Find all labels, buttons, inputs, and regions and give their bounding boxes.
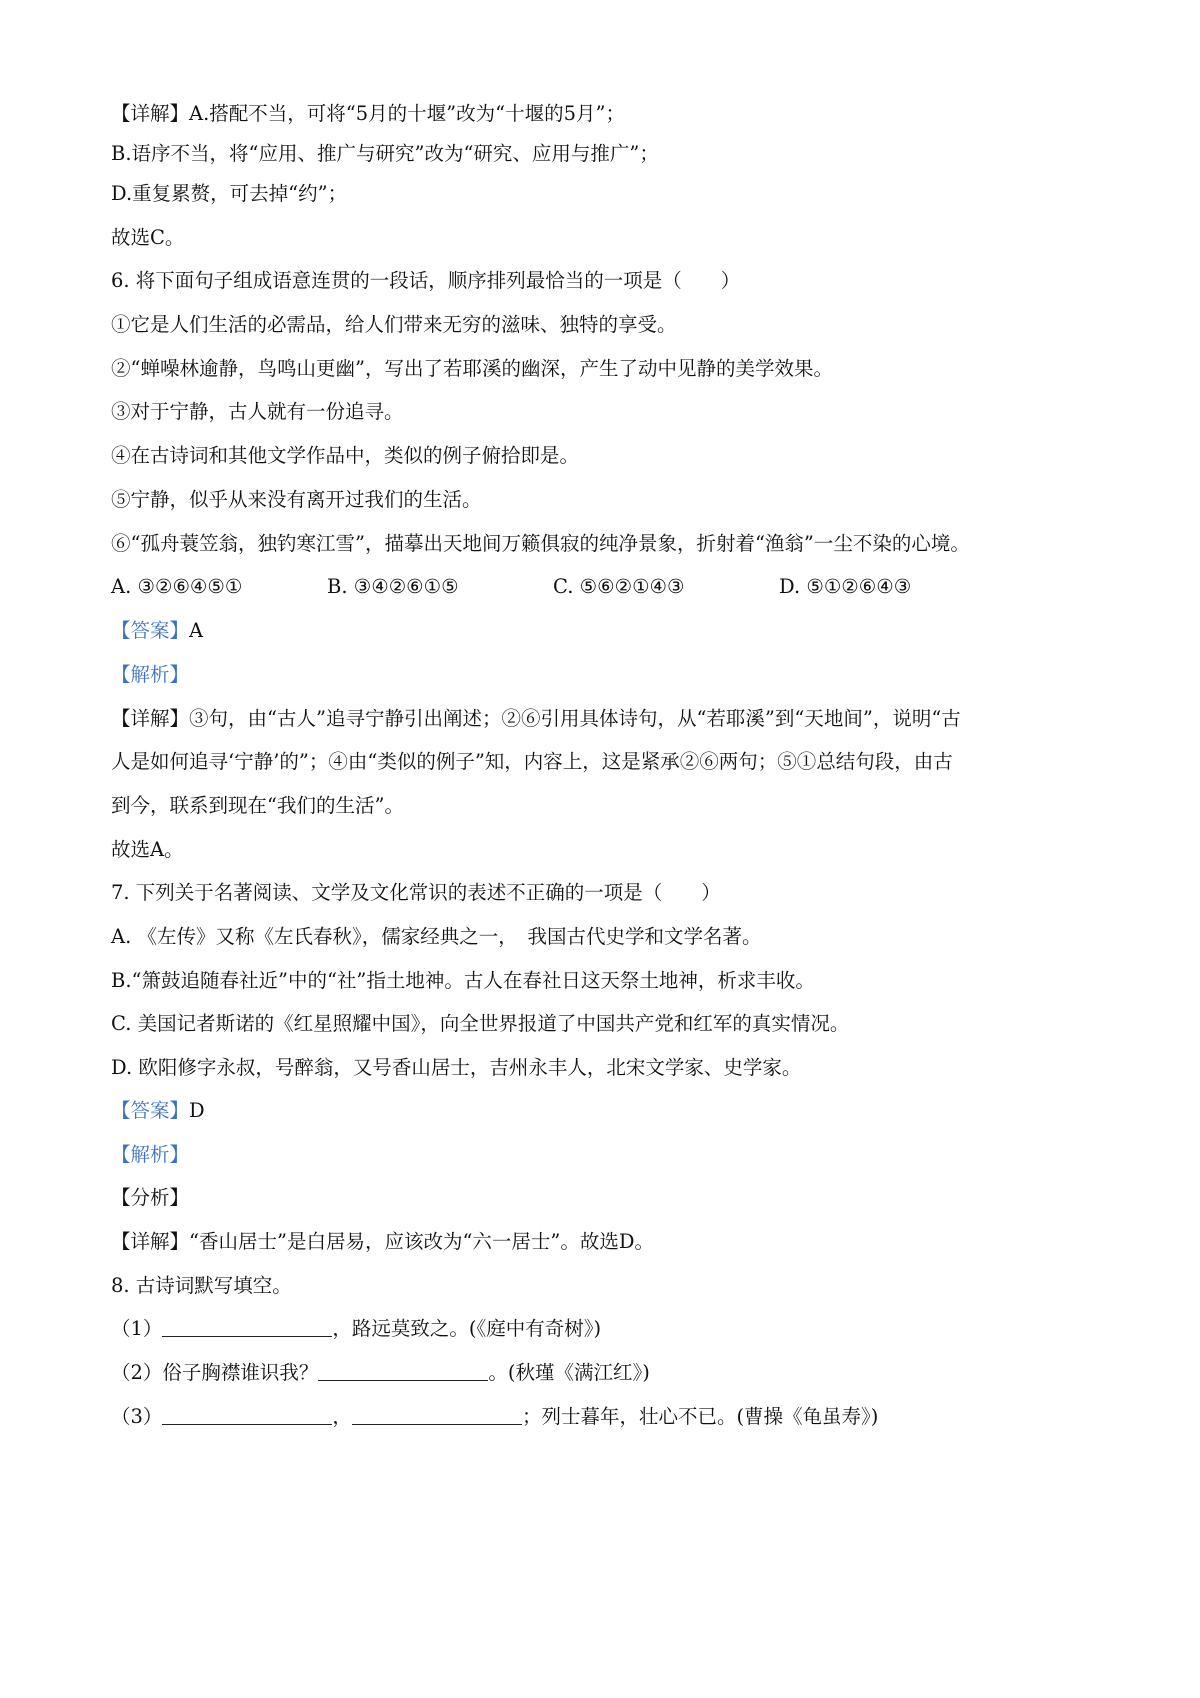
q6-sentence-1: ①它是人们生活的必需品，给人们带来无穷的滋味、独特的享受。 xyxy=(111,313,677,336)
q8-line-1-text: ，路远莫致之。(《庭中有奇树》) xyxy=(332,1317,602,1340)
q7-detail: 【详解】“香山居士”是白居易，应该改为“六一居士”。故选D。 xyxy=(111,1230,655,1253)
q7-fenxi-tag: 【分析】 xyxy=(111,1186,190,1209)
q8-stem: 8. 古诗词默写填空。 xyxy=(111,1274,292,1297)
q5-detail-b: B.语序不当，将“应用、推广与研究”改为“研究、应用与推广”； xyxy=(111,142,659,165)
q6-option-b: B. ③④②⑥①⑤ xyxy=(327,575,459,598)
q6-sentence-5: ⑤宁静，似乎从来没有离开过我们的生活。 xyxy=(111,488,482,511)
fill-blank[interactable] xyxy=(318,1360,488,1381)
q7-option-d: D. 欧阳修字永叔，号醉翁，又号香山居士，吉州永丰人，北宋文学家、史学家。 xyxy=(111,1056,802,1079)
q6-detail-line-1: 【详解】③句，由“古人”追寻宁静引出阐述；②⑥引用具体诗句，从“若耶溪”到“天地间”，说明“古 xyxy=(111,707,961,730)
q6-answer xyxy=(111,617,203,645)
answer-value: A xyxy=(189,619,204,642)
q8-line-3-comma: ， xyxy=(332,1405,352,1428)
fill-blank[interactable] xyxy=(162,1316,332,1337)
q7-analysis-tag: 【解析】 xyxy=(111,1143,190,1166)
fill-blank[interactable] xyxy=(162,1404,332,1425)
q7-stem: 7. 下列关于名著阅读、文学及文化常识的表述不正确的一项是（ ） xyxy=(111,881,721,904)
answer-value: D xyxy=(189,1099,205,1122)
q6-sentence-2: ②“蝉噪林逾静，鸟鸣山更幽”，写出了若耶溪的幽深，产生了动中见静的美学效果。 xyxy=(111,357,833,380)
q6-detail-line-2: 人是如何追寻‘宁静’的”；④由“类似的例子”知，内容上，这是紧承②⑥两句；⑤①总结句段，由古 xyxy=(111,750,953,773)
q8-line-3-number: （3） xyxy=(111,1405,163,1428)
q8-line-1-number: （1） xyxy=(111,1317,163,1340)
q8-line-1 xyxy=(111,1315,601,1343)
q6-stem: 6. 将下面句子组成语意连贯的一段话，顺序排列最恰当的一项是（ ） xyxy=(111,269,741,292)
q7-option-a: A. 《左传》又称《左氏春秋》，儒家经典之一， 我国古代史学和文学名著。 xyxy=(111,925,762,948)
q6-option-a: A. ③②⑥④⑤① xyxy=(111,575,243,598)
q6-options xyxy=(111,573,1071,601)
q8-line-3 xyxy=(111,1403,878,1431)
q7-option-b: B.“箫鼓追随春社近”中的“社”指土地神。古人在春社日这天祭土地神，析求丰收。 xyxy=(111,969,815,992)
q5-detail-d: D.重复累赘，可去掉“约”； xyxy=(111,182,348,205)
q7-answer xyxy=(111,1097,205,1125)
q8-line-2-text: （2）俗子胸襟谁识我？ xyxy=(111,1361,319,1384)
q8-line-2 xyxy=(111,1359,650,1387)
q8-line-3-text: ；列士暮年，壮心不已。(曹操《龟虽寿》) xyxy=(521,1405,879,1428)
answer-tag: 【答案】 xyxy=(111,1099,190,1122)
q5-detail: 【详解】A.搭配不当，可将“5月的十堰”改为“十堰的5月”； xyxy=(111,102,625,125)
q5-choice: 故选C。 xyxy=(111,226,185,249)
fill-blank[interactable] xyxy=(352,1404,522,1425)
q6-option-c: C. ⑤⑥②①④③ xyxy=(553,575,685,598)
q6-detail-line-3: 到今，联系到现在“我们的生活”。 xyxy=(111,794,404,817)
answer-tag: 【答案】 xyxy=(111,619,190,642)
q6-option-d: D. ⑤①②⑥④③ xyxy=(779,575,912,598)
q6-analysis-tag: 【解析】 xyxy=(111,663,190,686)
q6-sentence-4: ④在古诗词和其他文学作品中，类似的例子俯拾即是。 xyxy=(111,444,580,467)
q8-line-2-source: 。(秋瑾《满江红》) xyxy=(488,1361,650,1384)
q7-option-c: C. 美国记者斯诺的《红星照耀中国》，向全世界报道了中国共产党和红军的真实情况。 xyxy=(111,1012,850,1035)
q6-sentence-3: ③对于宁静，古人就有一份追寻。 xyxy=(111,400,404,423)
q6-sentence-6: ⑥“孤舟蓑笠翁，独钓寒江雪”，描摹出天地间万籁俱寂的纯净景象，折射着“渔翁”一尘不染的心境。 xyxy=(111,532,970,555)
q6-choice: 故选A。 xyxy=(111,838,184,861)
